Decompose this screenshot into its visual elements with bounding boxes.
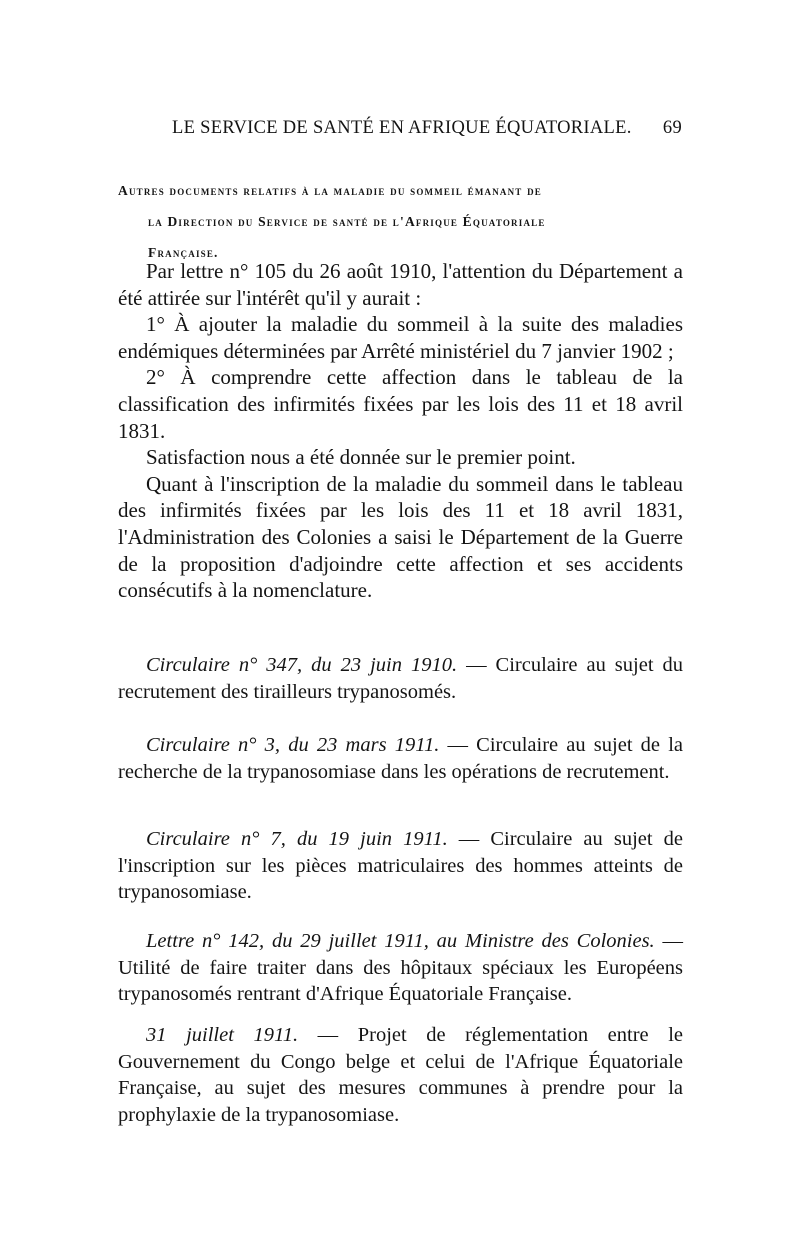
- entry-reference: Circulaire n° 347, du 23 juin 1910.: [146, 654, 458, 676]
- entry-text: — Circulaire au sujet du recrutement des tirailleurs trypanosomés.: [118, 654, 683, 703]
- entry-text: — Circulaire au sujet de l'inscription sur les pièces matriculaires des hommes atteints de trypanosomiase.: [118, 828, 683, 904]
- entry-reference: Lettre n° 142, du 29 juillet 1911, au Ministre des Colonies.: [146, 930, 655, 952]
- running-header: [172, 118, 682, 139]
- body-text: [118, 258, 683, 604]
- paragraph-inscription: Quant à l'inscription de la maladie du sommeil dans le tableau des infirmités fixées par les lois des 11 et 18 avril 1831, l'Administration des Colonies a saisi le Département de la Guerre de la proposition d'adjoindre cette affection et ses accidents consécutifs à la nomenclature.: [118, 471, 683, 603]
- entry-text: — Projet de réglementation entre le Gouvernement du Congo belge et celui de l'Afrique Équatoriale Française, au sujet des mesures communes à prendre pour la prophylaxie de la trypanosomiase.: [118, 1024, 684, 1126]
- entry-circulaire-3: [118, 732, 683, 785]
- section-title-line-3: Française.: [148, 245, 219, 260]
- section-title: [118, 175, 683, 268]
- paragraph-satisfaction: Satisfaction nous a été donnée sur le premier point.: [146, 445, 576, 470]
- entry-31-juillet-1911: [118, 1022, 683, 1128]
- section-title-line-2: la Direction du Service de santé de l'Afrique Équatoriale: [148, 214, 546, 229]
- entry-text: — Utilité de faire traiter dans des hôpitaux spéciaux les Européens trypanosomés rentrant d'Afrique Équatoriale Française.: [118, 930, 684, 1006]
- page-number: 69: [662, 118, 682, 138]
- paragraph-point-1: 1° À ajouter la maladie du sommeil à la suite des maladies endémiques déterminées par Arrêté ministériel du 7 janvier 1902 ;: [118, 312, 683, 363]
- entry-lettre-142: [118, 928, 683, 1008]
- entry-circulaire-7: [118, 826, 683, 906]
- paragraph-letter-105: Par lettre n° 105 du 26 août 1910, l'attention du Département a été attirée sur l'intérêt qu'il y aurait :: [118, 259, 683, 310]
- entry-reference: Circulaire n° 7, du 19 juin 1911.: [146, 828, 448, 850]
- running-title: LE SERVICE DE SANTÉ EN AFRIQUE ÉQUATORIALE.: [172, 118, 632, 138]
- section-title-line-1: Autres documents relatifs à la maladie du sommeil émanant de: [118, 183, 542, 198]
- entry-text: — Circulaire au sujet de la recherche de la trypanosomiase dans les opérations de recrutement.: [118, 734, 683, 783]
- entry-reference: Circulaire n° 3, du 23 mars 1911.: [146, 734, 440, 756]
- paragraph-point-2: 2° À comprendre cette affection dans le tableau de la classification des infirmités fixées par les lois des 11 et 18 avril 1831.: [118, 365, 683, 443]
- entry-circulaire-347: [118, 652, 683, 705]
- entry-reference: 31 juillet 1911.: [146, 1024, 299, 1046]
